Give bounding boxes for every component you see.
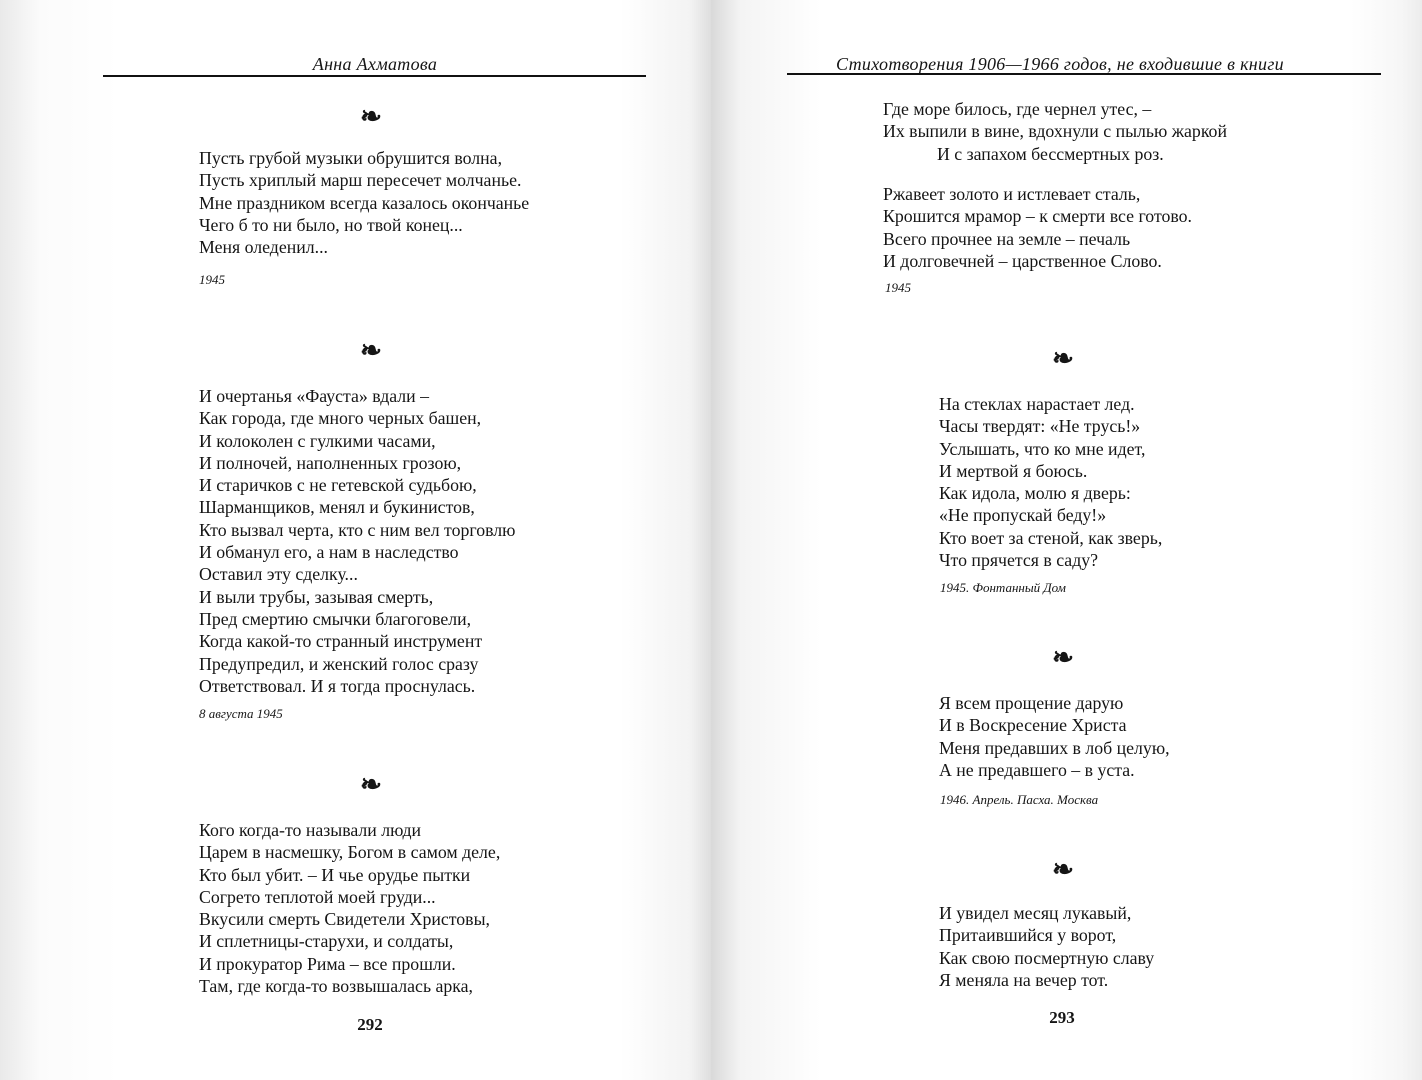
verse-line: Пусть грубой музыки обрушится волна, [199,148,503,168]
verse-line: Кто был убит. – И чье орудье пытки [199,864,471,885]
verse-line: Меня оледенил... [199,237,328,258]
verse-line: И сплетницы-старухи, и солдаты, [199,931,454,952]
verse-line: Что прячется в саду? [939,550,1099,571]
page-number-right: 293 [1049,1008,1075,1027]
poem-left-1 [199,147,529,258]
poem-date: 1945 [885,280,911,295]
verse-line: Ржавеет золото и истлевает сталь, [883,184,1141,204]
verse-line: Предупредил, и женский голос сразу [199,653,479,674]
verse-line: Пусть хриплый марш пересечет молчанье. [199,170,522,191]
verse-line: Царем в насмешку, Богом в самом деле, [199,842,501,863]
fleuron-icon: ❧ [360,770,382,799]
verse-line: И увидел месяц лукавый, [939,903,1132,923]
verse-line: И в Воскресение Христа [939,715,1127,736]
verse-line: Я всем прощение дарую [939,693,1124,713]
verse-line: Крошится мрамор – к смерти все готово. [883,206,1192,227]
verse-line: Кто вызвал черта, кто с ним вел торговлю [199,519,516,540]
fleuron-icon: ❧ [1052,344,1074,373]
verse-line: Вкусили смерть Свидетели Христовы, [199,909,490,930]
verse-line: Шарманщиков, менял и букинистов, [199,497,475,518]
verse-line: Услышать, что ко мне идет, [939,438,1146,459]
poem-date: 8 августа 1945 [199,706,283,721]
verse-line: «Не пропускай беду!» [939,505,1107,526]
poem-continuation-stanza-2 [883,183,1192,272]
verse-line: Согрето теплотой моей груди... [199,886,436,907]
running-head-left: Анна Ахматова [312,54,438,74]
fleuron-icon: ❧ [360,102,382,131]
poem-right-3 [939,902,1154,991]
poem-right-1 [939,393,1162,571]
fleuron-icon: ❧ [360,336,382,365]
verse-line: Как свою посмертную славу [939,947,1155,968]
verse-line: На стеклах нарастает лед. [939,394,1135,414]
verse-line: И мертвой я боюсь. [939,460,1088,481]
verse-line: Мне праздником всегда казалось окончанье [199,192,530,213]
page-number-left: 292 [357,1015,383,1034]
verse-line: Притаившийся у ворот, [939,925,1117,946]
poem-right-2 [939,692,1170,781]
verse-line: Как города, где много черных башен, [199,408,482,429]
poem-left-2 [199,385,515,697]
verse-line: Когда какой-то странный инструмент [199,631,483,652]
verse-line: И выли трубы, зазывая смерть, [199,586,434,607]
verse-line: Оставил эту сделку... [199,564,358,585]
verse-line: Их выпили в вине, вдохнули с пылью жаркой [883,121,1227,142]
verse-line: А не предавшего – в уста. [939,759,1135,780]
fleuron-icon: ❧ [1052,855,1074,884]
running-head-right: Стихотворения 1906—1966 годов, не входившие в книги [836,54,1284,74]
right-page [711,0,1422,1080]
verse-line: Ответствовал. И я тогда проснулась. [199,675,476,696]
verse-line: И с запахом бессмертных роз. [937,143,1164,164]
verse-line: Пред смертию смычки благоговели, [199,608,472,629]
verse-line: И старичков с не гетевской судьбою, [199,475,477,496]
verse-line: Там, где когда-то возвышалась арка, [199,976,473,997]
verse-line: Меня предавших в лоб целую, [939,737,1170,758]
verse-line: И очертанья «Фауста» вдали – [199,386,430,406]
poem-continuation-stanza-1 [883,98,1227,165]
verse-line: И полночей, наполненных грозою, [199,452,462,473]
verse-line: Как идола, молю я дверь: [939,483,1131,504]
verse-line: Кого когда-то называли люди [199,820,422,840]
header-rule-left [103,75,646,77]
verse-line: Чего б то ни было, но твой конец... [199,214,463,235]
poem-left-3 [199,819,500,997]
verse-line: Всего прочнее на земле – печаль [883,228,1131,249]
header-rule-right [787,73,1381,75]
verse-line: Часы твердят: «Не трусь!» [939,416,1141,437]
verse-line: И колоколен с гулкими часами, [199,430,436,451]
poem-date: 1945. Фонтанный Дом [940,580,1066,595]
verse-line: Где море билось, где чернел утес, – [883,99,1152,119]
poem-date: 1946. Апрель. Пасха. Москва [940,792,1099,807]
verse-line: И долговечней – царственное Слово. [883,250,1162,271]
verse-line: Я меняла на вечер тот. [939,969,1109,990]
fleuron-icon: ❧ [1052,643,1074,672]
verse-line: Кто воет за стеной, как зверь, [939,527,1163,548]
poem-date: 1945 [199,272,225,287]
verse-line: И прокуратор Рима – все прошли. [199,953,456,974]
verse-line: И обманул его, а нам в наследство [199,542,459,563]
